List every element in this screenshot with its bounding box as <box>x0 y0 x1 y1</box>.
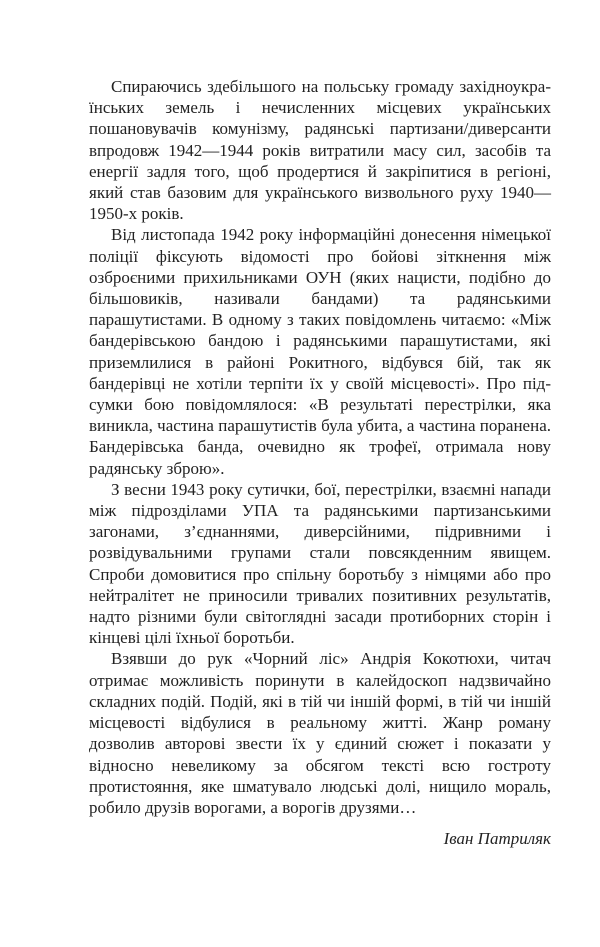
page-text-block <box>89 76 551 849</box>
paragraph-3: З весни 1943 року сутички, бої, перестрілки, взаємні напади між підрозділами УПА та радянськими партизанськими загонами, з’єднаннями, диверсійними, підривними і розвідувальними групами стали повсякденним явищем. Спроби домовитися про спільну боротьбу з німцями або про нейтралітет не приносили тривалих позитивних результатів, надто різними були світоглядні засади протиборних сторін і кінцеві цілі їхньої боротьби. <box>89 479 551 648</box>
paragraph-4: Взявши до рук «Чорний ліс» Андрія Кокотюхи, читач отримає можливість поринути в калейдоскоп надзвичайно складних подій. Подій, які в тій чи іншій формі, в тій чи іншій місцевості відбулися в реальному житті. Жанр роману дозволив авторові звести їх у єдиний сюжет і показати у відносно невеликому за обсягом тексті всю гостроту протистояння, яке шматувало людські долі, нищило мораль, робило друзів ворогами, а ворогів друзями… <box>89 649 551 817</box>
paragraph-1: Спираючись здебільшого на польську громаду західноукраїнських земель і нечисленних місцевих українських пошановувачів комунізму, радянські партизани/диверсанти впродовж 1942—1944 років витратили масу сил, засобів та енергії задля того, щоб продертися й закріпитися в регіоні, який став базовим для українського визвольного руху 1940—1950-х років. <box>89 77 551 224</box>
paragraph-2: Від листопада 1942 року інформаційні донесення німецької поліції фіксують відомості про бойові зіткнення між озброєними прихильниками ОУН (яких нацисти, подібно до більшовиків, називали бандами) та радянськими парашутистами. В одному з таких повідомлень читаємо: «Між бандерівською бандою і радянськими парашутистами, які приземлилися в районі Рокитного, відбувся бій, так як бандерівці не хотіли терпіти їх у своїй місцевості». Про підсумки бою повідомлялося: «В результаті перестрілки, яка виникла, частина парашутистів була убита, а частина поранена. Бандерівська банда, очевидно як трофеї, отримала нову радянську зброю». <box>89 225 551 478</box>
author-signature: Іван Патриляк <box>443 829 551 849</box>
